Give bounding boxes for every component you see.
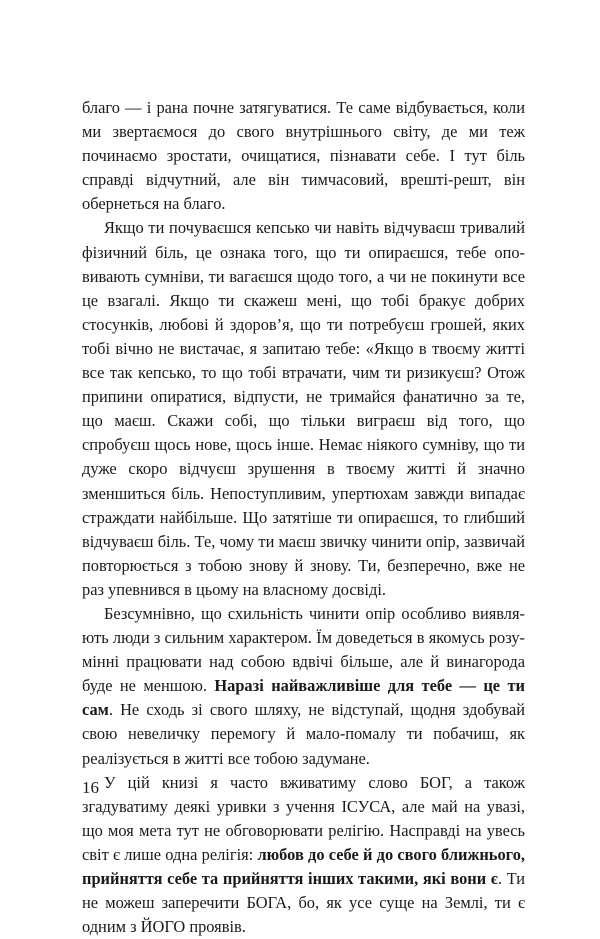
paragraph-1-text: благо — і рана почне затягуватися. Те саме відбувається, коли ми звертаємося до свого внутрішнього світу, де ми теж починаємо зростати, очищатися, пізнавати себе. І тут біль справді відчутний, але він тимчасовий, врешті-решт, він обернеться на благо. bbox=[82, 98, 525, 214]
paragraph-4-text-a: У цій книзі я часто вживатиму слово БОГ, а також згадуватиму деякі уривки з учення ІСУСА, але май на увазі, що моя мета тут не обговорювати релігію. Насправді на увесь світ є лише одна релігія: bbox=[82, 772, 525, 864]
paragraph-1 bbox=[82, 96, 525, 216]
page-number: 16 bbox=[82, 778, 99, 797]
paragraph-3-text-b: . Не сходь зі свого шляху, не відступай, щодня здобувай свою невеличку перемогу й мало-помалу ти побачиш, як реалізується в житті все тобою задумане. bbox=[82, 700, 525, 768]
paragraph-3 bbox=[82, 602, 525, 771]
paragraph-4 bbox=[82, 771, 525, 939]
paragraph-2-text: Якщо ти почуваєшся кепсько чи навіть відчуваєш тривалий фізичний біль, це ознака того, що ти опираєшся, тебе оповивають сумніви, ти вагаєшся щодо того, а чи не покинути все це взагалі. Якщо ти скажеш мені, що тобі бракує добрих стосунків, любові й здоров’я, що ти потребуєш грошей, яких тобі вічно не вистачає, я запитаю тебе: «Якщо в твоєму житті все так кепсько, то що тобі втрачати, чим ти ризикуєш? Отож припини опиратися, відпусти, не тримайся фанатично за те, що маєш. Скажи собі, що тільки виграєш від того, що спробуєш щось нове, щось інше. Немає ніякого сумніву, що ти дуже скоро відчуєш зрушення в твоєму житті й значно зменшиться біль. Непоступливим, упертюхам завжди випадає страждати найбільше. Що затятіше ти опираєшся, то глибший відчуваєш біль. Те, чому ти маєш звичку чинити опір, зазвичай повторюється з тобою знову й знову. Ти, безперечно, вже не раз упевнився в цьому на власному досвіді. bbox=[82, 218, 525, 599]
paragraph-2 bbox=[82, 216, 525, 602]
paragraph-3-text-a: Безсумнівно, що схильність чинити опір особливо виявляють люди з сильним характером. Їм доведеться в якомусь розумінні працювати над собою вдвічі більше, але й винагорода буде не меншою. bbox=[82, 603, 525, 696]
page-body bbox=[82, 96, 525, 939]
paragraph-3-emphasis: Наразі найважливіше для тебе — це ти сам bbox=[82, 676, 525, 720]
paragraph-4-emphasis: любов до себе й до свого ближнього, прийняття себе та прийняття інших такими, які вони є bbox=[82, 844, 525, 888]
paragraph-4-text-b: . Ти не можеш заперечити БОГА, бо, як усе суще на Землі, ти є одним з ЙОГО проявів. bbox=[82, 869, 526, 937]
